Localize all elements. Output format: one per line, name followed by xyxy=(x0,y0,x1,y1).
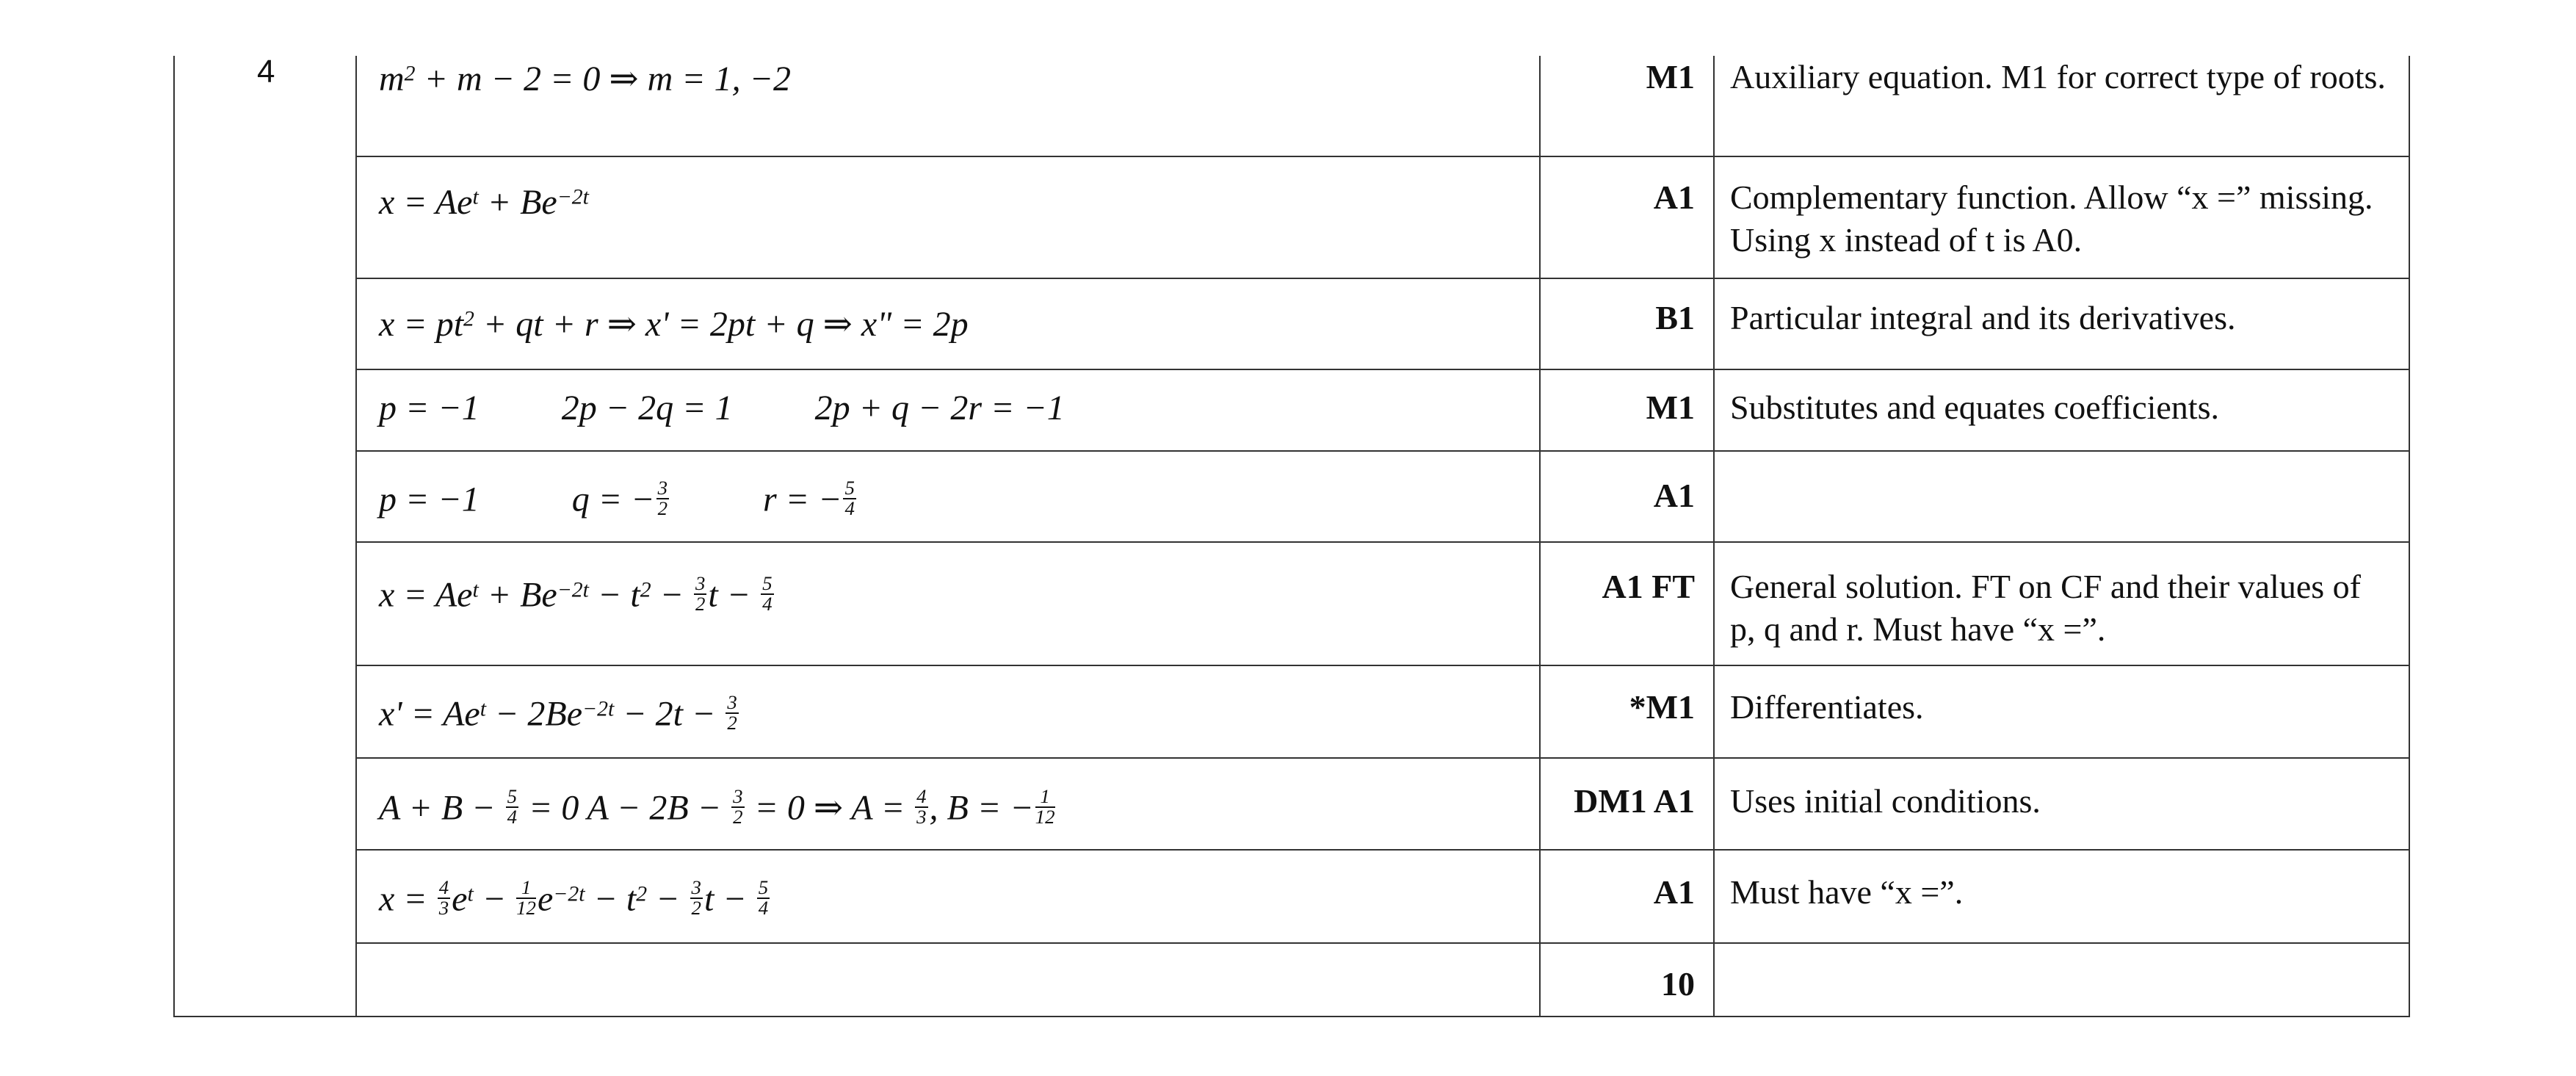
fraction xyxy=(438,878,450,917)
denominator: 2 xyxy=(733,805,743,828)
answer-text: − xyxy=(651,575,692,615)
answer-text: x' = Ae xyxy=(379,694,480,734)
guidance-text: General solution. FT on CF and their values of p, q and r. Must have “x =”. xyxy=(1730,568,2361,648)
row-separator xyxy=(355,278,2410,279)
row-separator xyxy=(355,942,2410,944)
denominator: 3 xyxy=(916,805,927,828)
fraction xyxy=(757,878,770,917)
answer-superscript: t xyxy=(472,577,479,602)
fraction xyxy=(915,787,927,826)
answer-superscript: 2 xyxy=(636,881,648,906)
numerator: 3 xyxy=(691,876,701,898)
answer-superscript: −2t xyxy=(557,184,589,209)
row-separator xyxy=(355,665,2410,666)
guidance-text: Uses initial conditions. xyxy=(1730,782,2041,820)
fraction xyxy=(731,787,744,826)
guidance-text: Auxiliary equation. M1 for correct type of roots. xyxy=(1730,58,2386,95)
answer-text: + Be xyxy=(478,183,557,222)
numerator: 3 xyxy=(657,477,667,499)
column-divider-guidance xyxy=(1713,56,1715,1017)
answer-text: − xyxy=(473,879,515,919)
answer-text: 2p − 2q = 1 xyxy=(561,389,733,427)
guidance-text: Differentiates. xyxy=(1730,688,1924,726)
denominator: 2 xyxy=(657,497,667,519)
fraction xyxy=(516,878,536,917)
table-left-border xyxy=(173,56,175,1017)
table-right-border xyxy=(2409,56,2410,1017)
denominator: 4 xyxy=(844,497,855,519)
answer-general-solution xyxy=(379,574,775,613)
answer-text: − t xyxy=(585,879,637,919)
numerator: 3 xyxy=(727,691,737,713)
table-bottom-border xyxy=(173,1016,2410,1017)
denominator: 3 xyxy=(438,896,449,919)
numerator: 1 xyxy=(516,878,536,899)
guidance-text: Must have “x =”. xyxy=(1730,873,1964,911)
numerator: 3 xyxy=(695,572,706,594)
fraction xyxy=(694,574,706,613)
fraction xyxy=(656,479,669,518)
answer-text: − 2Be xyxy=(485,694,582,734)
numerator: 5 xyxy=(507,785,517,807)
answer-text: m xyxy=(379,59,405,98)
answer-text: − t xyxy=(588,575,640,615)
denominator: 4 xyxy=(758,896,769,919)
answer-text: , B = − xyxy=(929,788,1034,828)
answer-text: x = Ae xyxy=(379,575,473,615)
answer-text: 2p + q − 2r = −1 xyxy=(814,389,1065,427)
denominator: 4 xyxy=(762,592,773,615)
numerator: 5 xyxy=(762,572,773,594)
answer-text: p = −1 xyxy=(379,389,480,427)
mark-code: *M1 xyxy=(1629,688,1695,726)
mark-code: B1 xyxy=(1655,299,1695,336)
denominator: 2 xyxy=(691,896,701,919)
denominator: 4 xyxy=(507,805,517,828)
numerator: 1 xyxy=(1035,787,1055,808)
answer-superscript: −2t xyxy=(553,881,585,906)
answer-superscript: 2 xyxy=(640,577,651,602)
fraction xyxy=(761,574,773,613)
answer-text: x = Ae xyxy=(379,183,473,222)
answer-text: = 0 ⇒ A = xyxy=(745,788,914,828)
row-separator xyxy=(355,849,2410,851)
fraction xyxy=(690,878,703,917)
guidance-text: Complementary function. Allow “x =” missing. Using x instead of t is A0. xyxy=(1730,178,2373,259)
row-separator xyxy=(355,369,2410,370)
guidance-text: Particular integral and its derivatives. xyxy=(1730,299,2236,336)
mark-code: A1 xyxy=(1653,477,1695,514)
fraction xyxy=(726,693,738,732)
answer-text: p = −1 xyxy=(379,480,480,519)
row-separator xyxy=(355,541,2410,543)
denominator: 12 xyxy=(516,896,536,919)
numerator: 5 xyxy=(758,876,769,898)
numerator: 3 xyxy=(733,785,743,807)
mark-code: M1 xyxy=(1646,58,1695,95)
answer-superscript: −2t xyxy=(557,577,589,602)
mark-code: M1 xyxy=(1646,389,1695,426)
answer-text: e xyxy=(452,879,468,919)
answer-superscript: −2t xyxy=(582,696,615,721)
answer-complementary-function xyxy=(379,185,589,220)
column-divider-mark xyxy=(1539,56,1541,1017)
answer-text: + Be xyxy=(478,575,557,615)
answer-text: = 0 A − 2B − xyxy=(520,788,731,828)
answer-text: − 2t − xyxy=(614,694,725,734)
denominator: 12 xyxy=(1035,805,1055,828)
fraction xyxy=(1035,787,1055,826)
answer-text: t − xyxy=(703,879,756,919)
mark-code: A1 xyxy=(1653,873,1695,911)
answer-text: A + B − xyxy=(379,788,504,828)
numerator: 4 xyxy=(438,876,449,898)
numerator: 4 xyxy=(916,785,927,807)
answer-text: + qt + r ⇒ x' = 2pt + q ⇒ x" = 2p xyxy=(474,305,969,344)
mark-code: A1 FT xyxy=(1602,568,1695,605)
numerator: 5 xyxy=(844,477,855,499)
answer-final-solution xyxy=(379,878,771,917)
row-separator xyxy=(355,450,2410,452)
denominator: 2 xyxy=(695,592,706,615)
answer-coefficients xyxy=(379,391,1065,426)
guidance-text: Substitutes and equates coefficients. xyxy=(1730,389,2219,426)
answer-initial-conditions xyxy=(379,787,1057,826)
fraction xyxy=(843,479,855,518)
mark-code: DM1 A1 xyxy=(1574,782,1695,820)
fraction xyxy=(506,787,518,826)
question-number: 4 xyxy=(257,54,275,90)
row-separator xyxy=(355,757,2410,759)
answer-text: q = − xyxy=(571,480,655,519)
answer-text: − xyxy=(647,879,689,919)
answer-text: t − xyxy=(708,575,760,615)
answer-superscript: t xyxy=(467,881,474,906)
answer-derivative xyxy=(379,693,740,732)
answer-superscript: 2 xyxy=(404,61,416,86)
answer-text: r = − xyxy=(763,480,842,519)
answer-superscript: 2 xyxy=(463,306,474,331)
answer-auxiliary-equation xyxy=(379,59,792,98)
answer-text: x = xyxy=(379,879,436,919)
answer-text: e xyxy=(537,879,554,919)
answer-superscript: t xyxy=(480,696,486,721)
mark-code: A1 xyxy=(1653,178,1695,216)
answer-particular-integral xyxy=(379,307,969,342)
denominator: 2 xyxy=(727,711,737,734)
total-marks: 10 xyxy=(1661,965,1695,1003)
row-separator xyxy=(355,156,2410,157)
column-divider-answer xyxy=(355,56,357,1017)
answer-superscript: t xyxy=(472,184,479,209)
answer-coefficient-values xyxy=(379,479,858,518)
answer-text: + m − 2 = 0 ⇒ m = 1, −2 xyxy=(415,59,792,98)
answer-text: x = pt xyxy=(379,305,464,344)
